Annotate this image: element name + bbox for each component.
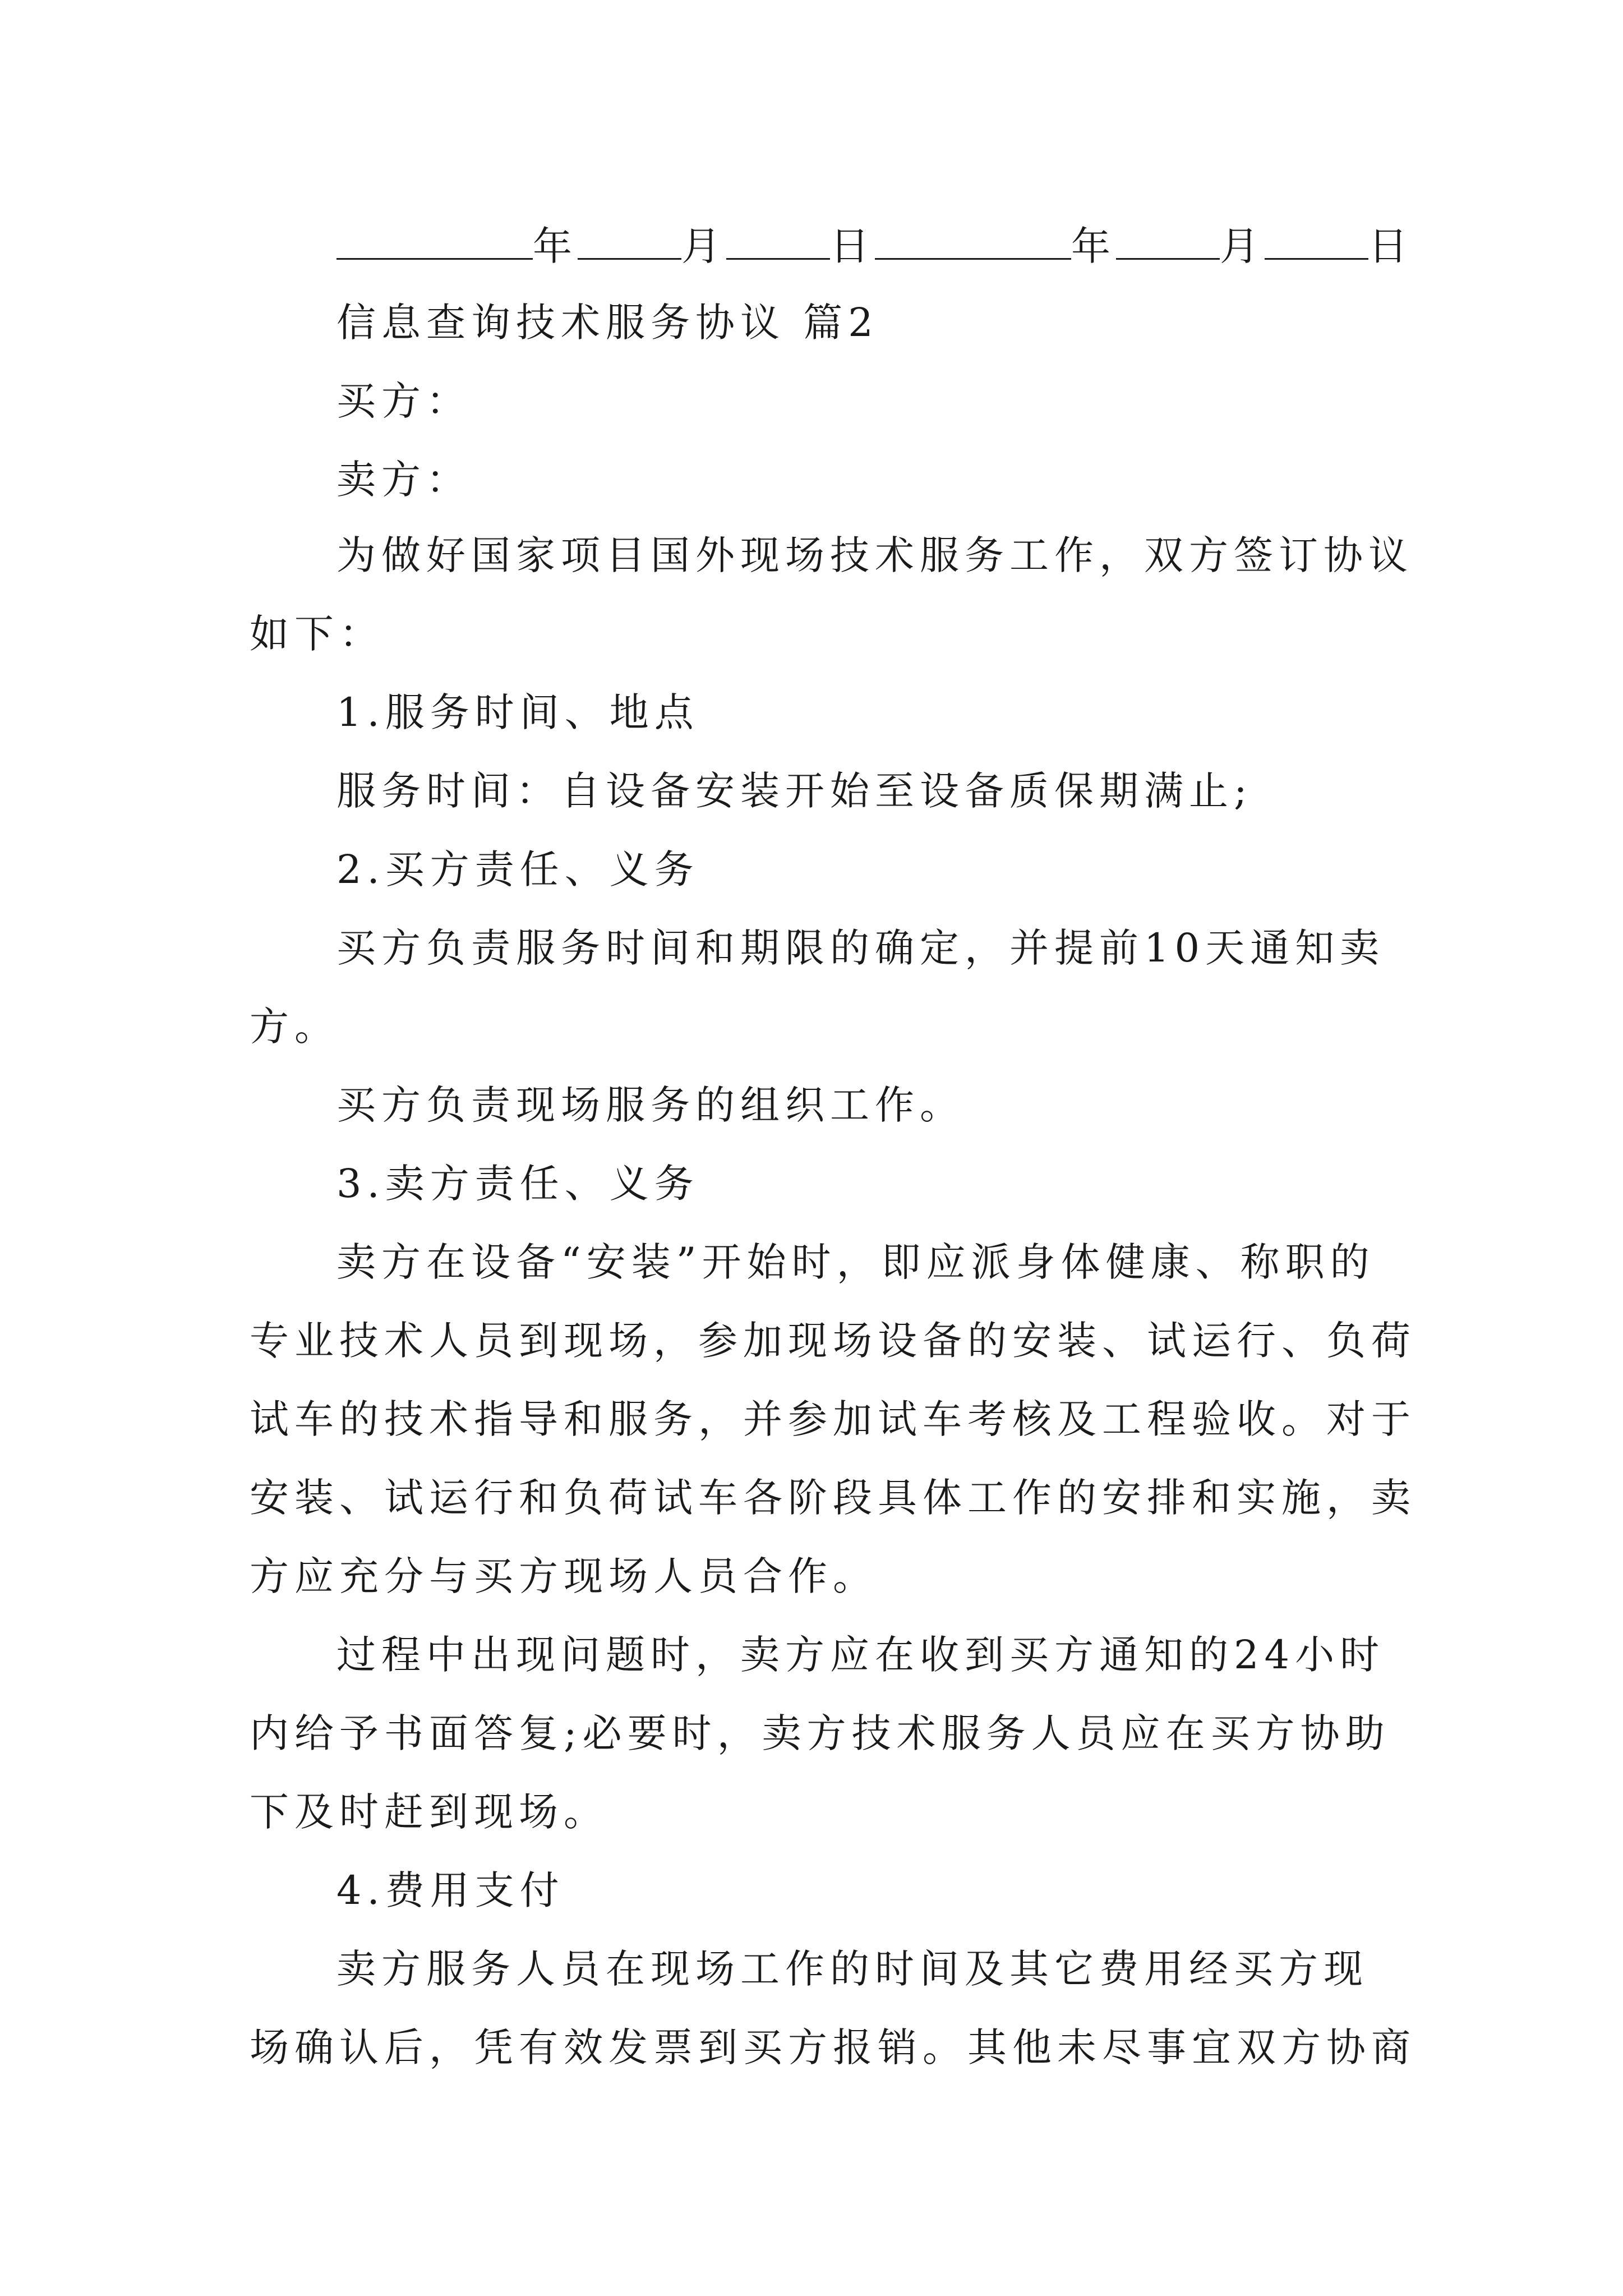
year-label: 年 (1071, 223, 1116, 269)
paragraph-line: 安装、试运行和负荷试车各阶段具体工作的安排和实施，卖 (250, 1475, 1416, 1521)
paragraph-line: 内给予书面答复;必要时，卖方技术服务人员应在买方协助 (250, 1710, 1390, 1756)
month-blank (1116, 219, 1220, 260)
buyer-label: 买方： (336, 378, 471, 424)
day-label: 日 (1368, 223, 1413, 269)
signature-date-row (336, 219, 1413, 272)
paragraph-line: 为做好国家项目国外现场技术服务工作，双方签订协议 (336, 532, 1413, 578)
paragraph-line: 买方负责现场服务的组织工作。 (336, 1082, 965, 1128)
month-blank (578, 219, 681, 260)
paragraph-line: 试车的技术指导和服务，并参加试车考核及工程验收。对于 (250, 1396, 1416, 1442)
paragraph-line: 如下： (250, 611, 384, 657)
clause-heading: 1.服务时间、地点 (336, 689, 699, 735)
paragraph-line: 方应充分与买方现场人员合作。 (250, 1553, 878, 1599)
month-label: 月 (1220, 223, 1265, 269)
month-label: 月 (681, 223, 726, 269)
paragraph-line: 过程中出现问题时，卖方应在收到买方通知的24小时 (336, 1632, 1385, 1678)
year-label: 年 (533, 223, 578, 269)
clause-heading: 2.买方责任、义务 (336, 846, 699, 892)
paragraph-line: 方。 (250, 1004, 339, 1050)
paragraph-line: 服务时间：自设备安装开始至设备质保期满止; (336, 768, 1253, 814)
seller-label: 卖方： (336, 457, 471, 503)
clause-heading: 4.费用支付 (336, 1867, 565, 1913)
paragraph-line: 下及时赶到现场。 (250, 1789, 608, 1835)
section-heading: 信息查询技术服务协议 篇2 (336, 300, 879, 346)
paragraph-line: 卖方在设备“安装”开始时，即应派身体健康、称职的 (336, 1239, 1375, 1285)
paragraph-line: 买方负责服务时间和期限的确定，并提前10天通知卖 (336, 925, 1385, 971)
day-label: 日 (830, 223, 875, 269)
day-blank (726, 219, 830, 260)
paragraph-line: 卖方服务人员在现场工作的时间及其它费用经买方现 (336, 1946, 1368, 1992)
clause-heading: 3.卖方责任、义务 (336, 1161, 699, 1207)
day-blank (1265, 219, 1368, 260)
paragraph-line: 场确认后，凭有效发票到买方报销。其他未尽事宜双方协商 (250, 2024, 1416, 2070)
year-blank (875, 219, 1071, 260)
paragraph-line: 专业技术人员到现场，参加现场设备的安装、试运行、负荷 (250, 1318, 1416, 1364)
year-blank (336, 219, 533, 260)
